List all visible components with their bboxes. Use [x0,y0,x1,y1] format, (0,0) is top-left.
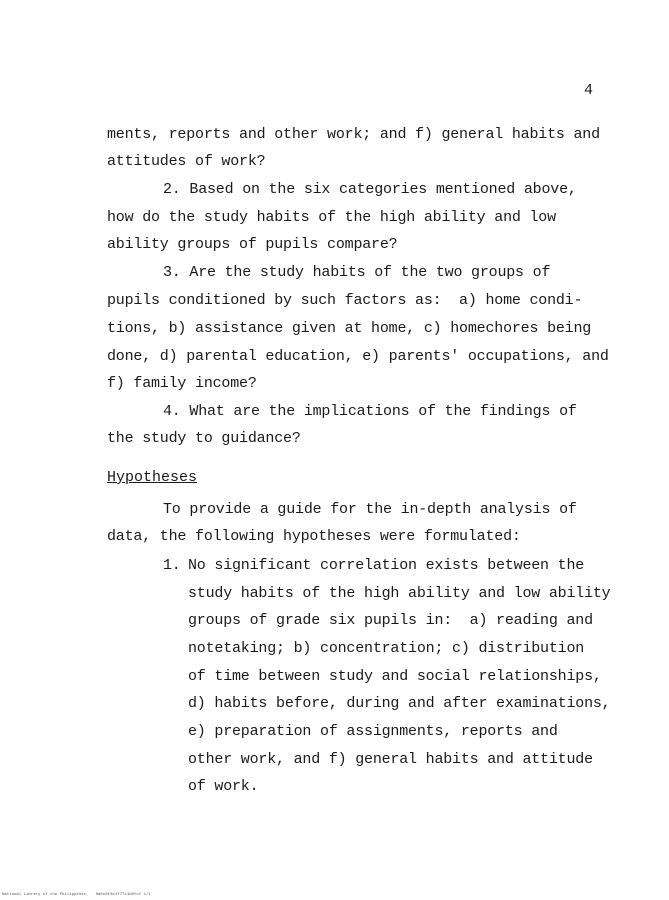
text-line: attitudes of work? [107,153,266,170]
page-number: 4 [584,82,594,99]
text-line: e) preparation of assignments, reports and [188,723,558,740]
text-line: data, the following hypotheses were formulated: [107,528,521,545]
scan-footer: National Library of the Philippines 8a0c8f3e1f77c1b0fcf 1/1 [2,893,151,897]
hypothesis-number: 1. [163,557,181,574]
text-line: other work, and f) general habits and attitude [188,751,593,768]
text-line: tions, b) assistance given at home, c) homechores being [107,320,592,337]
text-line: 2. Based on the six categories mentioned above, [163,181,577,198]
text-line: study habits of the high ability and low ability [188,585,611,602]
text-line: No significant correlation exists between the [188,557,585,574]
section-heading: Hypotheses [107,469,198,486]
text-line: the study to guidance? [107,430,301,447]
text-line: pupils conditioned by such factors as: a) home condi- [107,292,583,309]
text-line: 3. Are the study habits of the two groups of [163,264,551,281]
text-line: ability groups of pupils compare? [107,236,398,253]
text-line: notetaking; b) concentration; c) distribution [188,640,585,657]
text-line: ments, reports and other work; and f) general habits and [107,126,600,143]
text-line: done, d) parental education, e) parents' occupations, and [107,348,609,365]
text-line: of time between study and social relationships, [188,668,602,685]
text-line: d) habits before, during and after examinations, [188,695,611,712]
text-line: of work. [188,778,259,795]
text-line: groups of grade six pupils in: a) reading and [188,612,593,629]
text-line: how do the study habits of the high ability and low [107,209,556,226]
text-line: 4. What are the implications of the findings of [163,403,577,420]
text-line: f) family income? [107,375,257,392]
text-line: To provide a guide for the in-depth analysis of [163,501,577,518]
